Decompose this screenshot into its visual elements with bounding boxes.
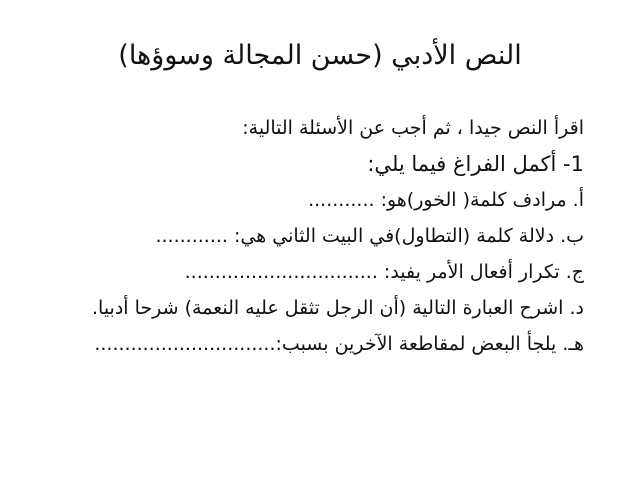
question-item-d: د. اشرح العبارة التالية (أن الرجل تثقل عليه النعمة) شرحا أدبيا. (91, 297, 584, 319)
question-item-c: ج. تكرار أفعال الأمر يفيد: ................................ (184, 261, 584, 283)
question-item-b: ب. دلالة كلمة (التطاول)في البيت الثاني هي: ............ (155, 225, 584, 247)
questions-body (24, 116, 584, 368)
question-item-a: أ. مرادف كلمة( الخور)هو: ........... (308, 189, 584, 211)
question-1-heading: 1- أكمل الفراغ فيما يلي: (367, 152, 584, 176)
slide-title: النص الأدبي (حسن المجالة وسوؤها) (118, 40, 522, 71)
instruction-line: اقرأ النص جيدا ، ثم أجب عن الأسئلة التالية: (242, 117, 584, 139)
question-item-e: هـ. يلجأ البعض لمقاطعة الآخرين بسبب:.............................. (94, 333, 584, 355)
